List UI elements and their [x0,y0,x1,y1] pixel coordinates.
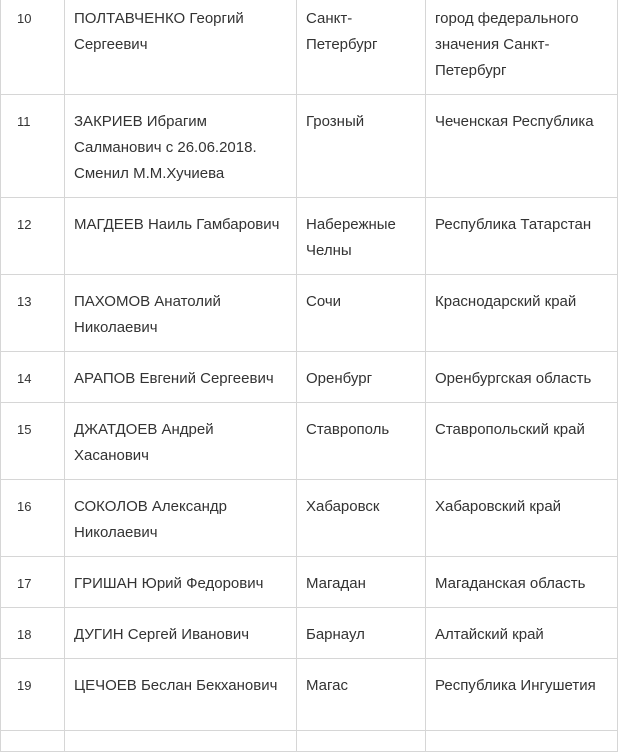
city: Грозный [297,95,426,198]
table-row [1,275,618,352]
city: Магас [297,659,426,731]
row-number: 13 [1,275,65,352]
region: Магаданская область [426,557,618,608]
person-name: ДЖАТДОЕВ Андрей Хасанович [65,403,297,480]
person-name: ДУГИН Сергей Иванович [65,608,297,659]
row-number: 11 [1,95,65,198]
region: город федерального значения Санкт-Петербург [426,0,618,95]
city: Магадан [297,557,426,608]
person-name: ЦЕЧОЕВ Беслан Бекханович [65,659,297,731]
person-name: СОКОЛОВ Александр Николаевич [65,480,297,557]
empty-cell [297,731,426,752]
table-row [1,403,618,480]
table-row [1,352,618,403]
region: Краснодарский край [426,275,618,352]
city: Набережные Челны [297,198,426,275]
row-number: 14 [1,352,65,403]
region: Хабаровский край [426,480,618,557]
region: Республика Татарстан [426,198,618,275]
table-row [1,557,618,608]
region: Ставропольский край [426,403,618,480]
table-row [1,198,618,275]
person-name: ЗАКРИЕВ Ибрагим Салманович с 26.06.2018. Сменил М.М.Хучиева [65,95,297,198]
empty-cell [1,731,65,752]
row-number: 18 [1,608,65,659]
city: Хабаровск [297,480,426,557]
row-number: 19 [1,659,65,731]
row-number: 12 [1,198,65,275]
person-name: ГРИШАН Юрий Федорович [65,557,297,608]
city: Барнаул [297,608,426,659]
region: Чеченская Республика [426,95,618,198]
person-name: ПАХОМОВ Анатолий Николаевич [65,275,297,352]
person-name: ПОЛТАВЧЕНКО Георгий Сергеевич [65,0,297,95]
empty-cell [65,731,297,752]
table-row [1,0,618,95]
row-number: 10 [1,0,65,95]
person-name: МАГДЕЕВ Наиль Гамбарович [65,198,297,275]
row-number: 17 [1,557,65,608]
table-row [1,659,618,731]
region: Оренбургская область [426,352,618,403]
empty-cell [426,731,618,752]
row-number: 15 [1,403,65,480]
row-number: 16 [1,480,65,557]
person-name: АРАПОВ Евгений Сергеевич [65,352,297,403]
table-row [1,608,618,659]
city: Ставрополь [297,403,426,480]
region: Алтайский край [426,608,618,659]
table-row [1,480,618,557]
region: Республика Ингушетия [426,659,618,731]
table-row [1,95,618,198]
city: Санкт-Петербург [297,0,426,95]
city: Сочи [297,275,426,352]
city: Оренбург [297,352,426,403]
table-row-partial [1,731,618,752]
